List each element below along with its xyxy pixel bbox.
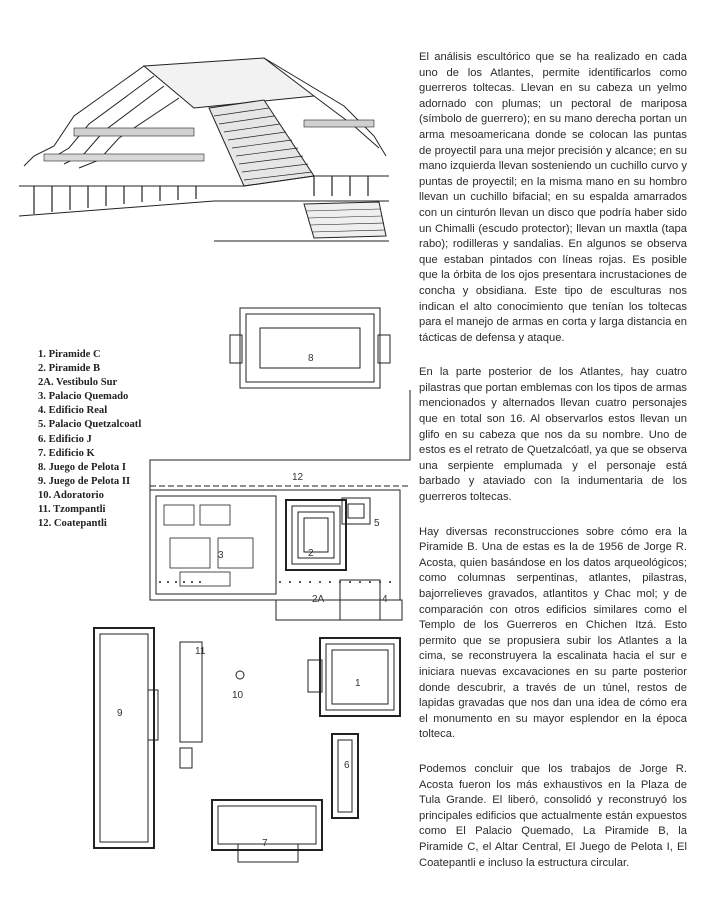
legend-item: 9. Juego de Pelota II bbox=[38, 475, 131, 487]
plan-label-3: 3 bbox=[218, 550, 224, 561]
plan-label-10: 10 bbox=[232, 690, 244, 701]
plan-label-6: 6 bbox=[344, 760, 350, 771]
legend-item: 12. Coatepantli bbox=[38, 518, 107, 530]
plan-label-2a: 2A bbox=[312, 594, 325, 605]
building-8-outline bbox=[230, 308, 390, 388]
legend-item: 1. Piramide C bbox=[38, 349, 101, 360]
plan-label-8: 8 bbox=[308, 353, 314, 364]
plan-label-9: 9 bbox=[117, 708, 123, 719]
site-plan-legend bbox=[38, 348, 188, 531]
legend-item: 7. Edificio K bbox=[38, 447, 95, 459]
plan-label-2: 2 bbox=[308, 548, 314, 559]
pyramid-reconstruction-illustration bbox=[14, 36, 394, 268]
paragraph-conclusion: Podemos concluir que los trabajos de Jorge R. Acosta fueron los más exhaustivos en la Plaza de Tula Grande. El liberó, consolidó y reconstruyó los principales edificios que actualmente están expuestos como El Palacio Quemado, La Piramide B, la Piramide C, el Altar Central, El Juego de Pelota I, El Coatepantli e incluso la estructura circular. bbox=[419, 762, 687, 869]
plan-label-11: 11 bbox=[195, 646, 206, 657]
legend-item: 8. Juego de Pelota I bbox=[38, 461, 126, 473]
paragraph-atlantes: El análisis escultórico que se ha realizado en cada uno de los Atlantes, permite identificarlos como guerreros toltecas. Llevan en su cabeza un yelmo adornado con plumas; un pectoral de mariposa (símbolo de guerrero); en su mano derecha portan un arma mesoamericana donde se colocan las puntas de proyectil para una mejor precisión y alcance; en su mano izquierda llevan sosteniendo un cuchillo curvo y puntas de proyectil; en la misma mano en su hombro llevan un cuchillo bifacial; en su espalda amarrados con un cinturón llevan un disco que podría haber sido un Chimalli (escudo protector); llevan un maxtla (tapa rabo); rodilleras y sandalias. En algunos se observa que estaban pintados con líneas rojas. Es posible que la órbita de los ojos presentara incrustaciones de concha y obsidiana. Este tipo de esculturas nos indican el alto conocimiento que tenían los toltecas para el manejo de armas en corta y larga distancia en tácticas de defensa y ataque. bbox=[419, 51, 687, 344]
legend-item: 6. Edificio J bbox=[38, 433, 92, 445]
legend-item: 3. Palacio Quemado bbox=[38, 391, 129, 403]
legend-item: 4. Edificio Real bbox=[38, 405, 108, 417]
paragraph-pilastras: En la parte posterior de los Atlantes, hay cuatro pilastras que portan emblemas con los tipos de armas mencionados y alternados llevan cuatro personajes que en total son 16. Al observarlos estos llevan un glifo en su cabeza que nos da su nombre. Uno de estos es el retrato de Quetzalcóatl, ya que se observa una serpiente emplumada y el personaje está barbado y ataviado con la indumentaria de los guerreros toltecas. bbox=[419, 366, 688, 504]
legend-item: 2A. Vestibulo Sur bbox=[38, 377, 118, 389]
paragraph-reconstrucciones: Hay diversas reconstrucciones sobre cómo era la Piramide B. Una de estas es la de 1956 de Jorge R. Acosta, quien basándose en los datos arqueológicos; como columnas serpentinas, atlantes, pilastras, bajorrelieves gravados, atlantitos y Chac mol; y de comparación con otros edificios similares como el Templo de los Guerreros en Chichen Itzá. Esto permito que se propusiera subir los Atlantes a la cima, se reconstruyera la escalinata hacia el sur e iniciara nuevas excavaciones en su parte posterior donde descubrir, a través de un túnel, restos de lapidas gravadas que nos dan una idea de cómo era el monumento en su mayor esplendor en la época tolteca. bbox=[419, 525, 687, 741]
plan-label-4: 4 bbox=[382, 594, 388, 605]
plan-label-7: 7 bbox=[262, 838, 268, 849]
legend-item: 2. Piramide B bbox=[38, 363, 101, 375]
plan-label-12: 12 bbox=[292, 472, 304, 483]
body-text-column bbox=[419, 50, 687, 890]
legend-item: 11. Tzompantli bbox=[38, 504, 106, 516]
plan-label-5: 5 bbox=[374, 518, 380, 529]
plan-label-1: 1 bbox=[355, 678, 361, 689]
legend-item: 10. Adoratorio bbox=[38, 489, 104, 501]
legend-item: 5. Palacio Quetzalcoatl bbox=[38, 419, 142, 431]
